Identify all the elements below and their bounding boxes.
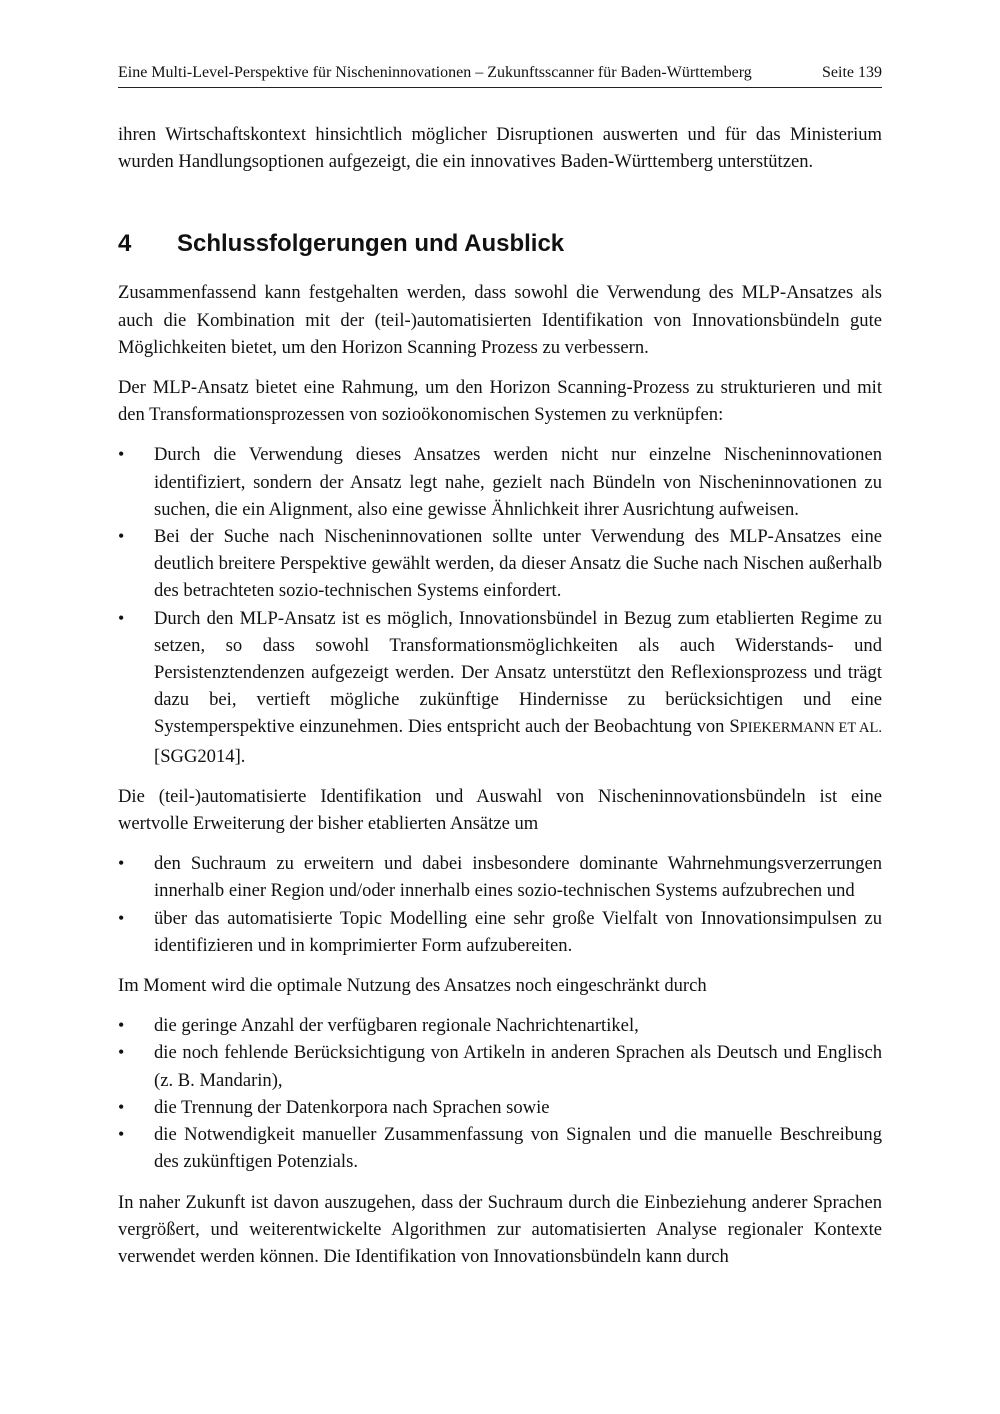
running-header (118, 62, 882, 88)
paragraph-mlp-approach: Der MLP-Ansatz bietet eine Rahmung, um den Horizon Scanning-Prozess zu strukturieren und mit den Transformationsprozessen von sozioökonomischen Systemen zu verknüpfen: (118, 377, 882, 426)
citation: [SGG2014]. (154, 745, 246, 767)
author-initial: S (729, 716, 740, 738)
intro-paragraph: ihren Wirtschaftskontext hinsichtlich möglicher Disruptionen auswerten und für das Ministerium wurden Handlungsoptionen aufgezeigt, die ein innovatives Baden-Württemberg unterstützen. (118, 124, 882, 173)
list-item: • Durch die Verwendung dieses Ansatzes werden nicht nur einzelne Nischeninnovationen identifiziert, sondern der Ansatz legt nahe, gezielt nach Bündeln von Nischeninnovationen zu suchen, die ein Alignment, also eine gewisse Ähnlichkeit ihrer Ausrichtung aufweisen. (118, 441, 882, 523)
document-page (118, 62, 882, 1283)
list-item: • die Notwendigkeit manueller Zusammenfassung von Signalen und die manuelle Beschreibung des zukünftigen Potenzials. (118, 1121, 882, 1175)
list-item: • den Suchraum zu erweitern und dabei insbesondere dominante Wahrnehmungsverzerrungen innerhalb einer Region und/oder innerhalb eines sozio-technischen Systems aufzubrechen und (118, 850, 882, 904)
list-item-text: Durch den MLP-Ansatz ist es möglich, Innovationsbündel in Bezug zum etablierten Regime zu setzen, so dass sowohl Transformationsmöglichkeiten als auch Widerstands- und Persistenztendenzen aufgezeigt werden. Der Ansatz unterstützt den Reflexionsprozess und trägt dazu bei, vertieft mögliche zukünftige Hindernisse zu berücksichtigen und eine Systemperspektive einzunehmen. Dies entspricht auch der Beobachtung von (154, 607, 882, 738)
list-item: • die noch fehlende Berücksichtigung von Artikeln in anderen Sprachen als Deutsch und Englisch (z. B. Mandarin), (118, 1039, 882, 1093)
bullet-list-mlp (118, 441, 882, 769)
section-title: Schlussfolgerungen und Ausblick (177, 230, 565, 258)
section-heading (118, 229, 882, 259)
bullet-list-limitations (118, 1012, 882, 1175)
section-number: 4 (118, 230, 132, 258)
bullet-list-extension (118, 850, 882, 959)
paragraph-summary: Zusammenfassend kann festgehalten werden, dass sowohl die Verwendung des MLP-Ansatzes als auch die Kombination mit der (teil-)automatisierten Identifikation von Innovationsbündeln gute Möglichkeiten bietet, um den Horizon Scanning Prozess zu verbessern. (118, 282, 882, 358)
paragraph-outlook: In naher Zukunft ist davon auszugehen, dass der Suchraum durch die Einbeziehung anderer Sprachen vergrößert, und weiterentwickelte Algorithmen zur automatisierten Analyse regionaler Kontexte verwendet werden können. Die Identifikation von Innovationsbündeln kann durch (118, 1191, 882, 1267)
list-item: • die Trennung der Datenkorpora nach Sprachen sowie (118, 1094, 882, 1121)
header-title: Eine Multi-Level-Perspektive für Nischeninnovationen – Zukunftsscanner für Baden-Württemberg (118, 64, 752, 81)
list-item: • Bei der Suche nach Nischeninnovationen sollte unter Verwendung des MLP-Ansatzes eine deutlich breitere Perspektive gewählt werden, da dieser Ansatz die Suche nach Nischen außerhalb des betrachteten sozio-technischen Systems einfordert. (118, 523, 882, 605)
page-number: Seite 139 (822, 64, 882, 81)
list-item (118, 605, 882, 770)
list-item: • die geringe Anzahl der verfügbaren regionale Nachrichtenartikel, (118, 1012, 882, 1039)
paragraph-limitations: Im Moment wird die optimale Nutzung des Ansatzes noch eingeschränkt durch (118, 975, 707, 997)
author-name: PIEKERMANN ET AL. (739, 720, 882, 737)
list-item: • über das automatisierte Topic Modelling eine sehr große Vielfalt von Innovationsimpulsen zu identifizieren und in komprimierter Form aufzubereiten. (118, 905, 882, 959)
paragraph-automation: Die (teil-)automatisierte Identifikation und Auswahl von Nischeninnovationsbündeln ist eine wertvolle Erweiterung der bisher etablierten Ansätze um (118, 785, 882, 835)
